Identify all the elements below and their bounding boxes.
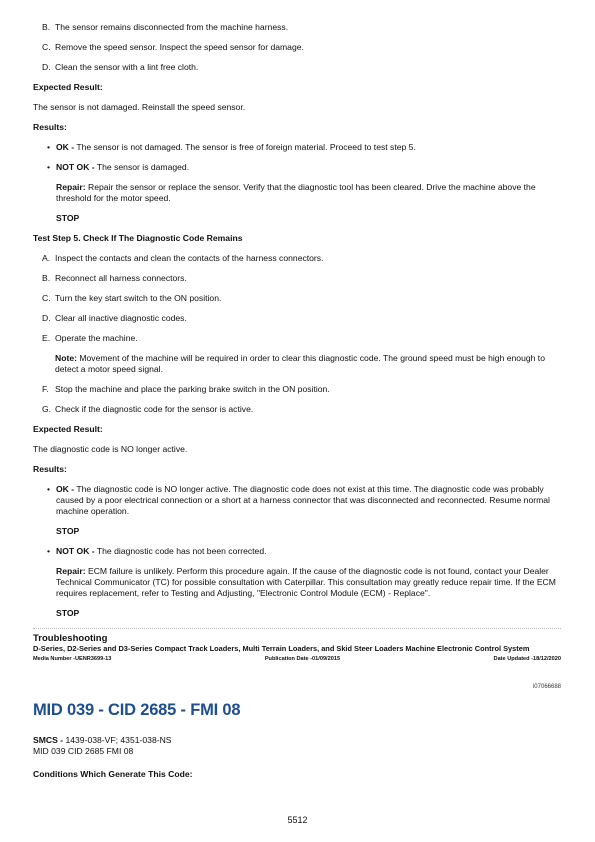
expected-result-heading: Expected Result:	[33, 82, 103, 92]
page-number: 5512	[287, 815, 308, 825]
smcs-line: SMCS - 1439-038-VF; 4351-038-NS	[33, 735, 172, 745]
stop-label: STOP	[56, 213, 80, 223]
list-item: C. Turn the key start switch to the ON position.	[42, 293, 222, 303]
result-not-ok: • NOT OK - The diagnostic code has not been corrected.	[47, 546, 267, 556]
repair-text: Repair: ECM failure is unlikely. Perform this procedure again. If the cause of the diagnostic code is not found, contact your Dealer Technical Communicator (TC) for possible consultation with Caterpillar. This consultation may greatly reduce repair time. If the ECM requires replacement, refer to Testing and Adjusting, "Electronic Control Module (ECM) - Replace".	[56, 566, 556, 598]
conditions-heading: Conditions Which Generate This Code:	[33, 769, 193, 779]
results-heading: Results:	[33, 464, 67, 474]
result-ok: • OK - The sensor is not damaged. The sensor is free of foreign material. Proceed to test step 5.	[47, 142, 416, 152]
date-updated: Date Updated -18/12/2020	[493, 656, 561, 662]
list-item: G. Check if the diagnostic code for the sensor is active.	[42, 404, 254, 414]
steps-continued-list	[33, 22, 561, 73]
list-item: D. Clear all inactive diagnostic codes.	[42, 313, 187, 323]
step5-list	[33, 253, 561, 344]
media-number: Media Number -UENR3699-13	[33, 656, 112, 662]
results-list	[33, 546, 561, 557]
results-list	[33, 484, 561, 517]
results-list	[33, 142, 561, 173]
document-id: i07066688	[532, 684, 561, 690]
stop-label: STOP	[56, 608, 80, 618]
section-title: MID 039 - CID 2685 - FMI 08	[33, 701, 241, 719]
document-page	[33, 22, 561, 789]
repair-text: Repair: Repair the sensor or replace the sensor. Verify that the diagnostic tool has been cleared. Drive the machine above the threshold for the motor speed.	[56, 182, 536, 203]
result-ok: • OK - The diagnostic code is NO longer active. The diagnostic code does not exist at this time. The diagnostic code was probably caused by a poor electrical connection or a short at a harness connector that was disconnected and reconnected. Resume normal machine operation.	[47, 484, 550, 516]
list-item: A. Inspect the contacts and clean the contacts of the harness connectors.	[42, 253, 324, 263]
note-text: Note: Movement of the machine will be required in order to clear this diagnostic code. The ground speed must be high enough to detect a motor speed signal.	[55, 353, 545, 374]
mid-line: MID 039 CID 2685 FMI 08	[33, 746, 134, 756]
stop-label: STOP	[56, 526, 80, 536]
bullet-icon: •	[47, 484, 51, 494]
list-item: E. Operate the machine.	[42, 333, 138, 343]
bullet-icon: •	[47, 162, 51, 172]
expected-result-text: The diagnostic code is NO longer active.	[33, 444, 188, 454]
footer-title: Troubleshooting	[33, 633, 108, 644]
expected-result-text: The sensor is not damaged. Reinstall the speed sensor.	[33, 102, 246, 112]
list-item: C. Remove the speed sensor. Inspect the speed sensor for damage.	[42, 42, 304, 52]
list-item: F. Stop the machine and place the parking brake switch in the ON position.	[42, 384, 330, 394]
step5-list-continued	[33, 384, 561, 415]
expected-result-heading: Expected Result:	[33, 424, 103, 434]
footer-subtitle: D-Series, D2-Series and D3-Series Compact Track Loaders, Multi Terrain Loaders, and Skid Steer Loaders Machine Electronic Control System	[33, 644, 530, 653]
publication-date: Publication Date -01/09/2015	[264, 656, 341, 662]
bullet-icon: •	[47, 546, 51, 556]
footer-meta	[33, 655, 561, 664]
list-item: B. Reconnect all harness connectors.	[42, 273, 187, 283]
document-footer	[33, 628, 561, 664]
result-not-ok: • NOT OK - The sensor is damaged.	[47, 162, 190, 172]
bullet-icon: •	[47, 142, 51, 152]
list-item: D. Clean the sensor with a lint free cloth.	[42, 62, 199, 72]
step5-heading: Test Step 5. Check If The Diagnostic Code Remains	[33, 233, 243, 243]
results-heading: Results:	[33, 122, 67, 132]
list-item: B. The sensor remains disconnected from the machine harness.	[42, 22, 289, 32]
